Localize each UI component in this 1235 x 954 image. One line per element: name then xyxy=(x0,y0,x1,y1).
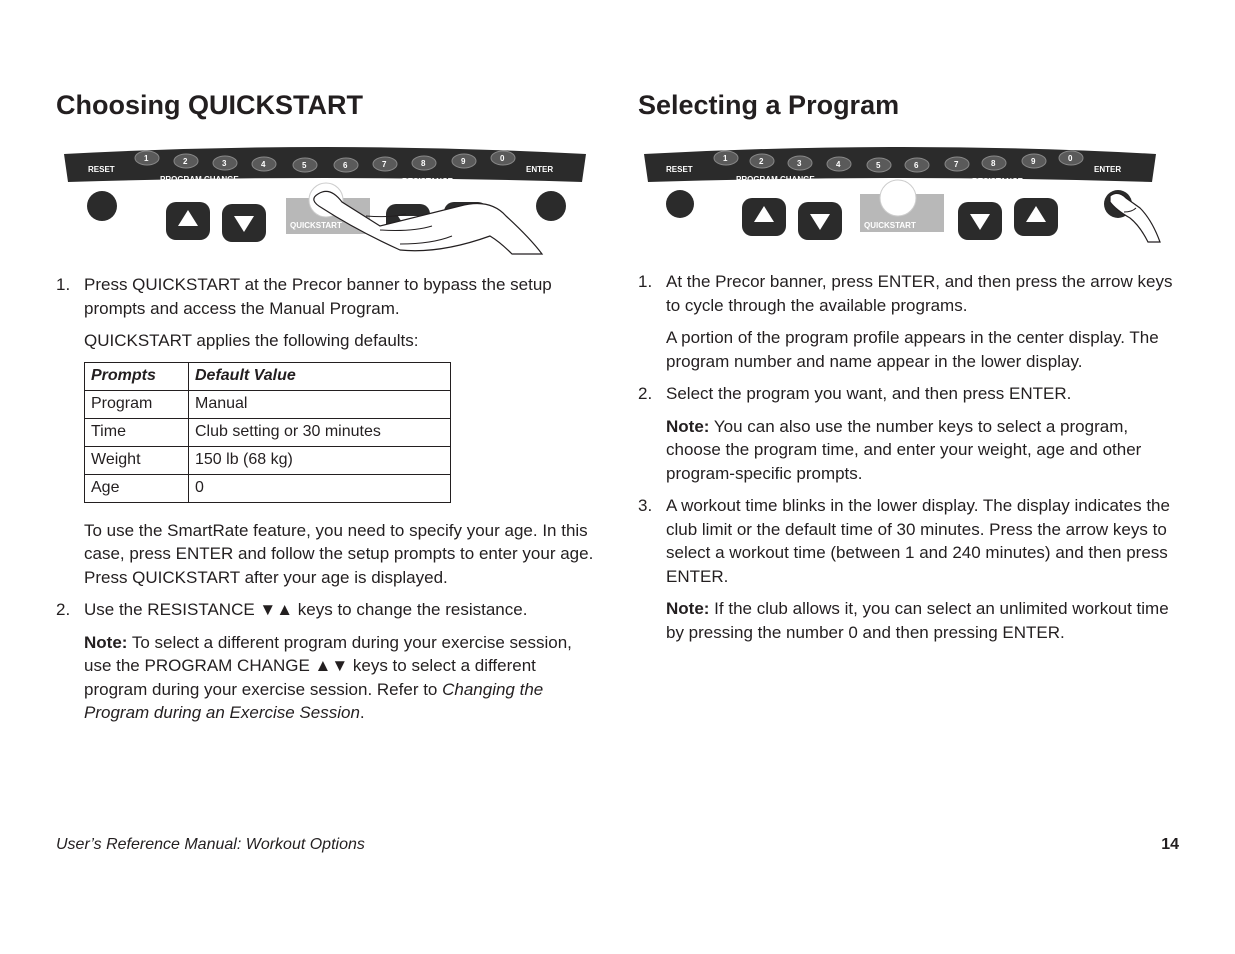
quickstart-step-2: 2. Use the RESISTANCE ▼▲ keys to change the resistance. Note: To select a different program during your exercise session, use the PROGRAM CHANGE ▲▼ keys to select a different program during your exercise session. Refer to Changing the Program during an Exercise Session. xyxy=(56,598,596,725)
step-1-text: At the Precor banner, press ENTER, and then press the arrow keys to cycle through the available programs. xyxy=(666,272,1173,315)
footer-manual-title: User’s Reference Manual: Workout Options xyxy=(56,836,365,853)
enter-label: ENTER xyxy=(526,165,554,174)
note-label: Note: xyxy=(666,416,710,436)
table-cell: Weight xyxy=(85,446,189,474)
note-text: To select a different program during your exercise session, use the PROGRAM CHANGE ▲▼ keys to select a different program during your exercise session. Refer to xyxy=(84,632,572,699)
program-change-label: PROGRAM CHANGE xyxy=(736,175,815,184)
note-label: Note: xyxy=(84,632,128,652)
defaults-intro: QUICKSTART applies the following defaults: xyxy=(84,331,419,350)
step-1-text: Press QUICKSTART at the Precor banner to bypass the setup prompts and access the Manual Program. xyxy=(84,275,552,318)
number-key-7 xyxy=(945,157,969,171)
svg-text:2: 2 xyxy=(183,157,188,166)
table-row xyxy=(85,474,451,502)
step-3-text: A workout time blinks in the lower display. The display indicates the club limit or the default time of 30 minutes. Press the arrow keys to select a workout time (between 1 and 240 minutes) and then press ENTER. xyxy=(666,496,1170,586)
number-key-9 xyxy=(1022,154,1046,168)
program-step-1: 1. At the Precor banner, press ENTER, and then press the arrow keys to cycle through the available programs. A portion of the program profile appears in the center display. The program number and name appear in the lower display. xyxy=(638,270,1183,373)
number-key-0 xyxy=(491,151,515,165)
console-illustration-enter xyxy=(640,146,1170,258)
reset-label: RESET xyxy=(88,165,115,174)
svg-text:8: 8 xyxy=(991,159,996,168)
svg-text:4: 4 xyxy=(836,160,841,169)
svg-text:3: 3 xyxy=(222,159,227,168)
table-header-row xyxy=(85,362,451,390)
table-cell: Manual xyxy=(189,390,451,418)
quickstart-button xyxy=(880,180,916,216)
program-step-2: 2. Select the program you want, and then press ENTER. Note: You can also use the number keys to select a program, choose the program time, and enter your weight, age and other program-specific prompts. xyxy=(638,382,1183,485)
table-row xyxy=(85,446,451,474)
table-cell: Age xyxy=(85,474,189,502)
table-row xyxy=(85,418,451,446)
svg-text:9: 9 xyxy=(1031,157,1036,166)
svg-text:6: 6 xyxy=(914,161,919,170)
svg-text:5: 5 xyxy=(876,161,881,170)
step-1-detail: A portion of the program profile appears in the center display. The program number and name appear in the lower display. xyxy=(666,328,1159,371)
program-change-label: PROGRAM CHANGE xyxy=(160,175,239,184)
step-2-text: Select the program you want, and then press ENTER. xyxy=(666,384,1072,403)
table-cell: 0 xyxy=(189,474,451,502)
svg-text:2: 2 xyxy=(759,157,764,166)
number-key-4 xyxy=(827,157,851,171)
svg-text:7: 7 xyxy=(382,160,387,169)
table-cell: Time xyxy=(85,418,189,446)
svg-text:0: 0 xyxy=(1068,154,1073,163)
table-cell: 150 lb (68 kg) xyxy=(189,446,451,474)
number-key-5 xyxy=(867,158,891,172)
svg-text:3: 3 xyxy=(797,159,802,168)
enter-button xyxy=(536,191,566,221)
cross-reference: Changing the Program during an Exercise Session xyxy=(84,679,544,722)
resistance-label: RESISTANCE xyxy=(972,177,1023,186)
table-cell: Program xyxy=(85,390,189,418)
page-footer xyxy=(56,836,1179,854)
number-key-1 xyxy=(714,151,738,165)
console-illustration-quickstart xyxy=(60,146,590,258)
step-2-note xyxy=(666,415,1183,486)
program-step-3: 3. A workout time blinks in the lower display. The display indicates the club limit or the default time of 30 minutes. Press the arrow keys to select a workout time (between 1 and 240 minutes) and then press ENTER. Note: If the club allows it, you can select an unlimited workout time by pressing the number 0 and then pressing ENTER. xyxy=(638,494,1183,644)
defaults-table xyxy=(84,362,451,503)
table-row xyxy=(85,390,451,418)
reset-button xyxy=(666,190,694,218)
number-key-2 xyxy=(174,154,198,168)
quickstart-label: QUICKSTART xyxy=(290,221,342,230)
svg-text:8: 8 xyxy=(421,159,426,168)
resistance-label: RESISTANCE xyxy=(402,177,453,186)
number-key-8 xyxy=(412,156,436,170)
step-2-text: Use the RESISTANCE ▼▲ keys to change the resistance. xyxy=(84,600,528,619)
svg-text:9: 9 xyxy=(461,157,466,166)
note-label: Note: xyxy=(666,599,710,618)
step-2-note: Note: To select a different program during your exercise session, use the PROGRAM CHANGE ▲▼ keys to select a different program during your exercise session. Refer to Changing the Program during an Exercise Session. xyxy=(84,632,572,722)
svg-text:0: 0 xyxy=(500,154,505,163)
table-cell: Club setting or 30 minutes xyxy=(189,418,451,446)
number-key-3 xyxy=(788,156,812,170)
number-key-7 xyxy=(373,157,397,171)
column-header-default-value: Default Value xyxy=(189,362,451,390)
number-key-6 xyxy=(334,158,358,172)
quickstart-steps xyxy=(56,273,596,734)
svg-text:1: 1 xyxy=(723,154,728,163)
step-3-note xyxy=(666,597,1183,644)
number-key-8 xyxy=(982,156,1006,170)
number-key-5 xyxy=(293,158,317,172)
enter-label: ENTER xyxy=(1094,165,1122,174)
number-key-1 xyxy=(135,151,159,165)
svg-text:4: 4 xyxy=(261,160,266,169)
number-key-2 xyxy=(750,154,774,168)
quickstart-step-1: 1. Press QUICKSTART at the Precor banner to bypass the setup prompts and access the Manual Program. QUICKSTART applies the following defaults: Prompts Default Value Program Manual Time Club setting or 30 minutes Weight 150 lb (68 kg) Age 0 To use the SmartRate feature, you need to specify your age. In this case, press ENTER and follow the setup prompts to enter your age. Press QUICKSTART after your age is displayed. xyxy=(56,273,596,589)
number-key-6 xyxy=(905,158,929,172)
note-text: If the club allows it, you can select an unlimited workout time by pressing the number 0 and then pressing ENTER. xyxy=(666,599,1169,642)
heading-choosing-quickstart: Choosing QUICKSTART xyxy=(56,90,363,120)
number-key-0 xyxy=(1059,151,1083,165)
note-text: You can also use the number keys to select a program, choose the program time, and enter your weight, age and other program-specific prompts. xyxy=(666,416,1142,483)
number-key-4 xyxy=(252,157,276,171)
program-steps xyxy=(638,270,1183,653)
svg-text:7: 7 xyxy=(954,160,959,169)
smartrate-paragraph: To use the SmartRate feature, you need to specify your age. In this case, press ENTER and follow the setup prompts to enter your age. Press QUICKSTART after your age is displayed. xyxy=(84,520,594,587)
reset-button xyxy=(87,191,117,221)
reset-label: RESET xyxy=(666,165,693,174)
svg-text:6: 6 xyxy=(343,161,348,170)
column-header-prompts: Prompts xyxy=(85,362,189,390)
number-key-9 xyxy=(452,154,476,168)
svg-text:1: 1 xyxy=(144,154,149,163)
quickstart-label: QUICKSTART xyxy=(864,221,916,230)
page-number: 14 xyxy=(1161,836,1179,853)
svg-text:5: 5 xyxy=(302,161,307,170)
heading-selecting-a-program: Selecting a Program xyxy=(638,90,900,120)
number-key-3 xyxy=(213,156,237,170)
